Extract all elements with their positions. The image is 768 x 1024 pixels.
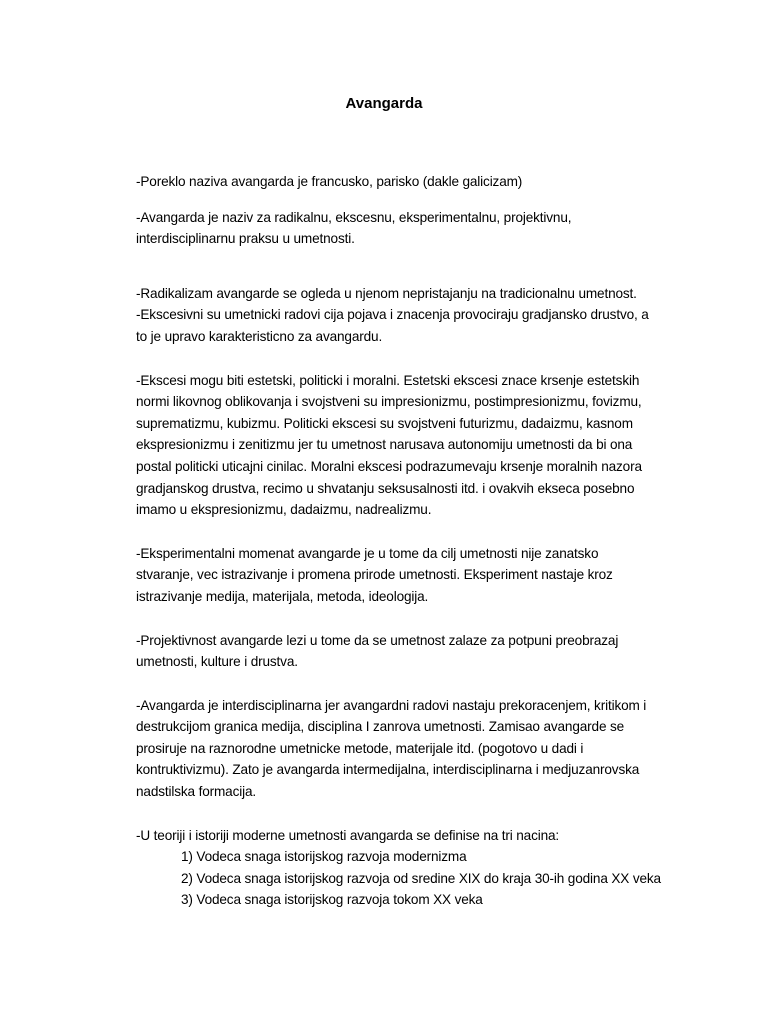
paragraph-line: umetnosti, kulture i drustva. xyxy=(136,654,298,670)
paragraph-line: -U teoriji i istoriji moderne umetnosti avangarda se definise na tri nacina: xyxy=(136,827,560,843)
paragraph-line: imamo u ekspresionizmu, dadaizmu, nadrealizmu. xyxy=(136,502,432,518)
paragraph-excesses xyxy=(136,370,678,521)
paragraph-line: istrazivanje medija, materijala, metoda, ideologija. xyxy=(136,588,429,604)
document-title xyxy=(0,94,768,114)
paragraph-line: -Ekscesi mogu biti estetski, politicki i moralni. Estetski ekscesi znace krsenje estetskih xyxy=(136,372,640,388)
paragraph-line: -Eksperimentalni momenat avangarde je u tome da cilj umetnosti nije zanatsko xyxy=(136,545,599,561)
paragraph-spacer xyxy=(136,673,678,695)
paragraph-line: -Radikalizam avangarde se ogleda u njenom nepristajanju na tradicionalnu umetnost. xyxy=(136,285,637,301)
paragraph-line: ekspresionizmu i zenitizmu jer tu umetnost narusava autonomiju umetnosti da bi ona xyxy=(136,437,633,453)
paragraph-spacer xyxy=(136,521,678,543)
paragraph-interdisciplinary xyxy=(136,695,678,803)
paragraph-line: to je upravo karakteristicno za avangardu. xyxy=(136,328,383,344)
paragraph-definition xyxy=(136,207,678,250)
list-item: 1) Vodeca snaga istorijskog razvoja modernizma xyxy=(181,849,467,865)
paragraph-line: prosiruje na raznorodne umetnicke metode, materijale itd. (pogotovo u dadi i xyxy=(136,740,584,756)
paragraph-spacer xyxy=(136,608,678,630)
paragraph-line: kontruktivizmu). Zato je avangarda intermedijalna, interdisciplinarna i medjuzanrovska xyxy=(136,762,640,778)
paragraph-experimental xyxy=(136,543,678,608)
document-title-text: Avangarda xyxy=(345,95,423,112)
paragraph-line: destrukcijom granica medija, disciplina I zanrova umetnosti. Zamisao avangarde se xyxy=(136,719,625,735)
paragraph-line: postal politicki uticajni cinilac. Moralni ekscesi podrazumevaju krsenje moralnih nazora xyxy=(136,458,642,474)
paragraph-line: suprematizmu, kubizmu. Politicki ekscesi su svojstveni futurizmu, dadaizmu, kasnom xyxy=(136,415,633,431)
paragraph-line: stvaranje, vec istrazivanje i promena prirode umetnosti. Eksperiment nastaje kroz xyxy=(136,567,613,583)
paragraph-line: -Projektivnost avangarde lezi u tome da se umetnost zalaze za potpuni preobrazaj xyxy=(136,632,619,648)
paragraph-line: gradjanskog drustva, recimo u shvatanju seksusalnosti itd. i ovakvih ekseca posebno xyxy=(136,480,635,496)
paragraph-spacer xyxy=(136,803,678,825)
paragraph-spacer xyxy=(136,348,678,370)
list-item: 2) Vodeca snaga istorijskog razvoja od sredine XIX do kraja 30-ih godina XX veka xyxy=(181,870,661,886)
paragraph-line: normi likovnog oblikovanja i svojstveni su impresionizmu, postimpresionizmu, fovizmu, xyxy=(136,394,642,410)
paragraph-line: nadstilska formacija. xyxy=(136,784,256,800)
paragraph-spacer xyxy=(136,250,678,283)
paragraph-line: -Ekscesivni su umetnicki radovi cija pojava i znacenja provociraju gradjansko drustvo, a xyxy=(136,307,649,323)
list-item: 3) Vodeca snaga istorijskog razvoja tokom XX veka xyxy=(181,892,483,908)
paragraph-line: -Avangarda je interdisciplinarna jer avangardni radovi nastaju prekoracenjem, kritikom i xyxy=(136,697,647,713)
paragraph-definitions-intro xyxy=(136,825,678,847)
document-body xyxy=(136,171,678,911)
definitions-list xyxy=(136,846,678,911)
paragraph-origin xyxy=(136,171,678,193)
paragraph-line: interdisciplinarnu praksu u umetnosti. xyxy=(136,231,355,247)
paragraph-radicalism xyxy=(136,283,678,348)
paragraph-line: -Poreklo naziva avangarda je francusko, parisko (dakle galicizam) xyxy=(136,174,523,189)
paragraph-line: -Avangarda je naziv za radikalnu, ekscesnu, eksperimentalnu, projektivnu, xyxy=(136,209,572,225)
paragraph-projective xyxy=(136,630,678,673)
paragraph-spacer xyxy=(136,193,678,207)
